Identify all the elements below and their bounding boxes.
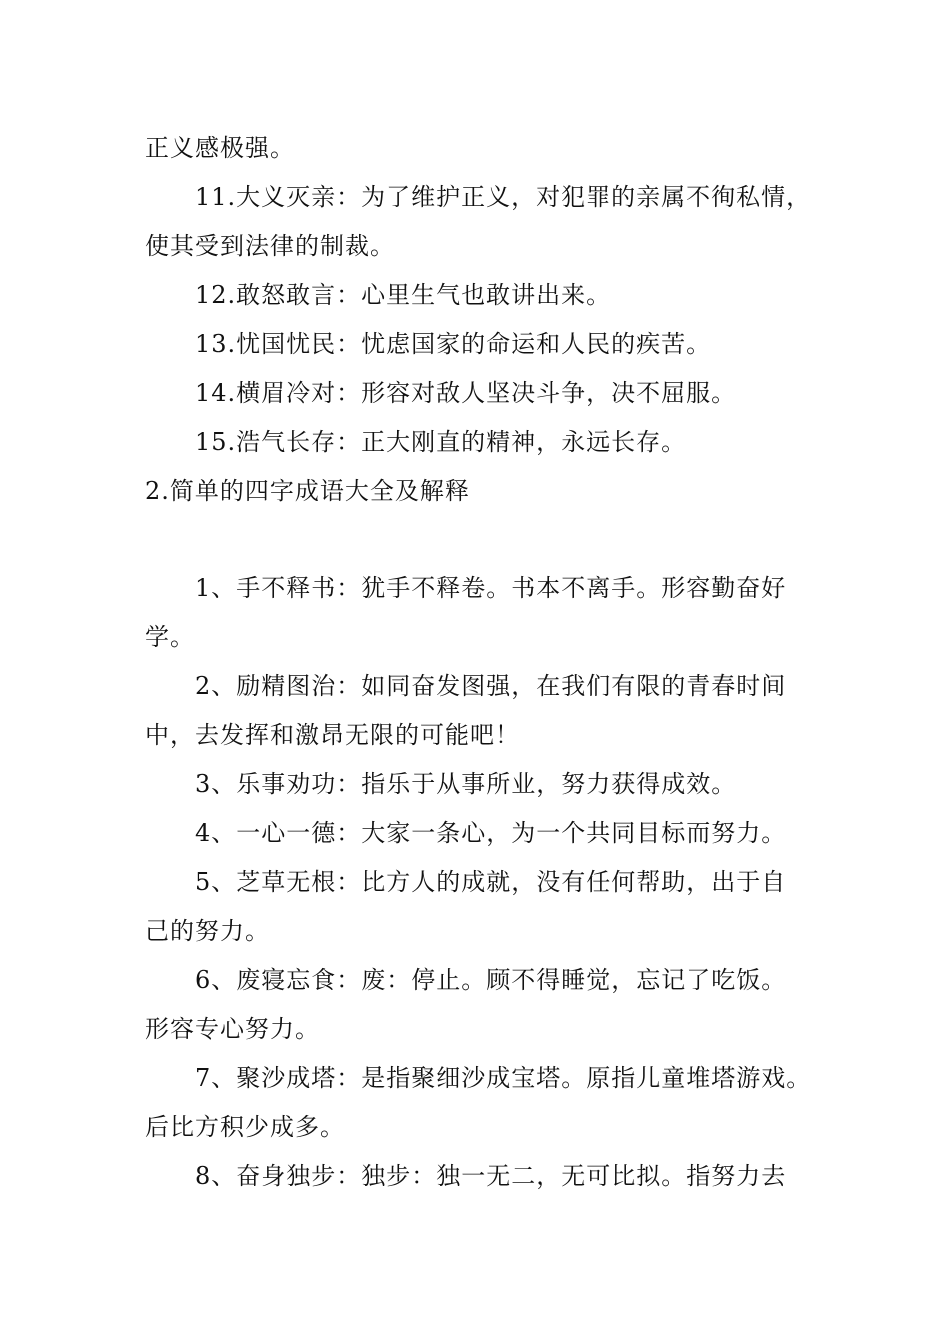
idiom-entry-12: 12.敢怒敢言：心里生气也敢讲出来。 <box>195 281 612 309</box>
idiom-entry-5: 5、芝草无根：比方人的成就，没有任何帮助，出于自 <box>195 868 787 896</box>
idiom-entry-6: 6、废寝忘食：废：停止。顾不得睡觉，忘记了吃饭。 <box>195 966 787 994</box>
idiom-entry-14: 14.横眉冷对：形容对敌人坚决斗争，决不屈服。 <box>195 379 737 407</box>
idiom-entry-8: 8、奋身独步：独步：独一无二，无可比拟。指努力去 <box>195 1162 787 1190</box>
section-1-text <box>145 124 845 516</box>
idiom-entry-15: 15.浩气长存：正大刚直的精神，永远长存。 <box>195 428 687 456</box>
section-2-text <box>145 564 845 1201</box>
idiom-entry-13: 13.忧国忧民：忧虑国家的命运和人民的疾苦。 <box>195 330 712 358</box>
section-heading: 2.简单的四字成语大全及解释 <box>145 477 470 505</box>
idiom-entry-4: 4、一心一德：大家一条心，为一个共同目标而努力。 <box>195 819 787 847</box>
text-line: 使其受到法律的制裁。 <box>145 232 395 260</box>
text-line: 己的努力。 <box>145 917 270 945</box>
text-line: 学。 <box>145 623 195 651</box>
text-line: 正义感极强。 <box>145 134 295 162</box>
idiom-entry-7: 7、聚沙成塔：是指聚细沙成宝塔。原指儿童堆塔游戏。 <box>195 1064 812 1092</box>
text-line: 后比方积少成多。 <box>145 1113 345 1141</box>
idiom-entry-3: 3、乐事劝功：指乐于从事所业，努力获得成效。 <box>195 770 737 798</box>
idiom-entry-11: 11.大义灭亲：为了维护正义，对犯罪的亲属不徇私情， <box>195 183 812 211</box>
text-line: 形容专心努力。 <box>145 1015 320 1043</box>
idiom-entry-1: 1、手不释书：犹手不释卷。书本不离手。形容勤奋好 <box>195 574 787 602</box>
idiom-entry-2: 2、励精图治：如同奋发图强，在我们有限的青春时间 <box>195 672 787 700</box>
text-line: 中，去发挥和激昂无限的可能吧！ <box>145 721 520 749</box>
